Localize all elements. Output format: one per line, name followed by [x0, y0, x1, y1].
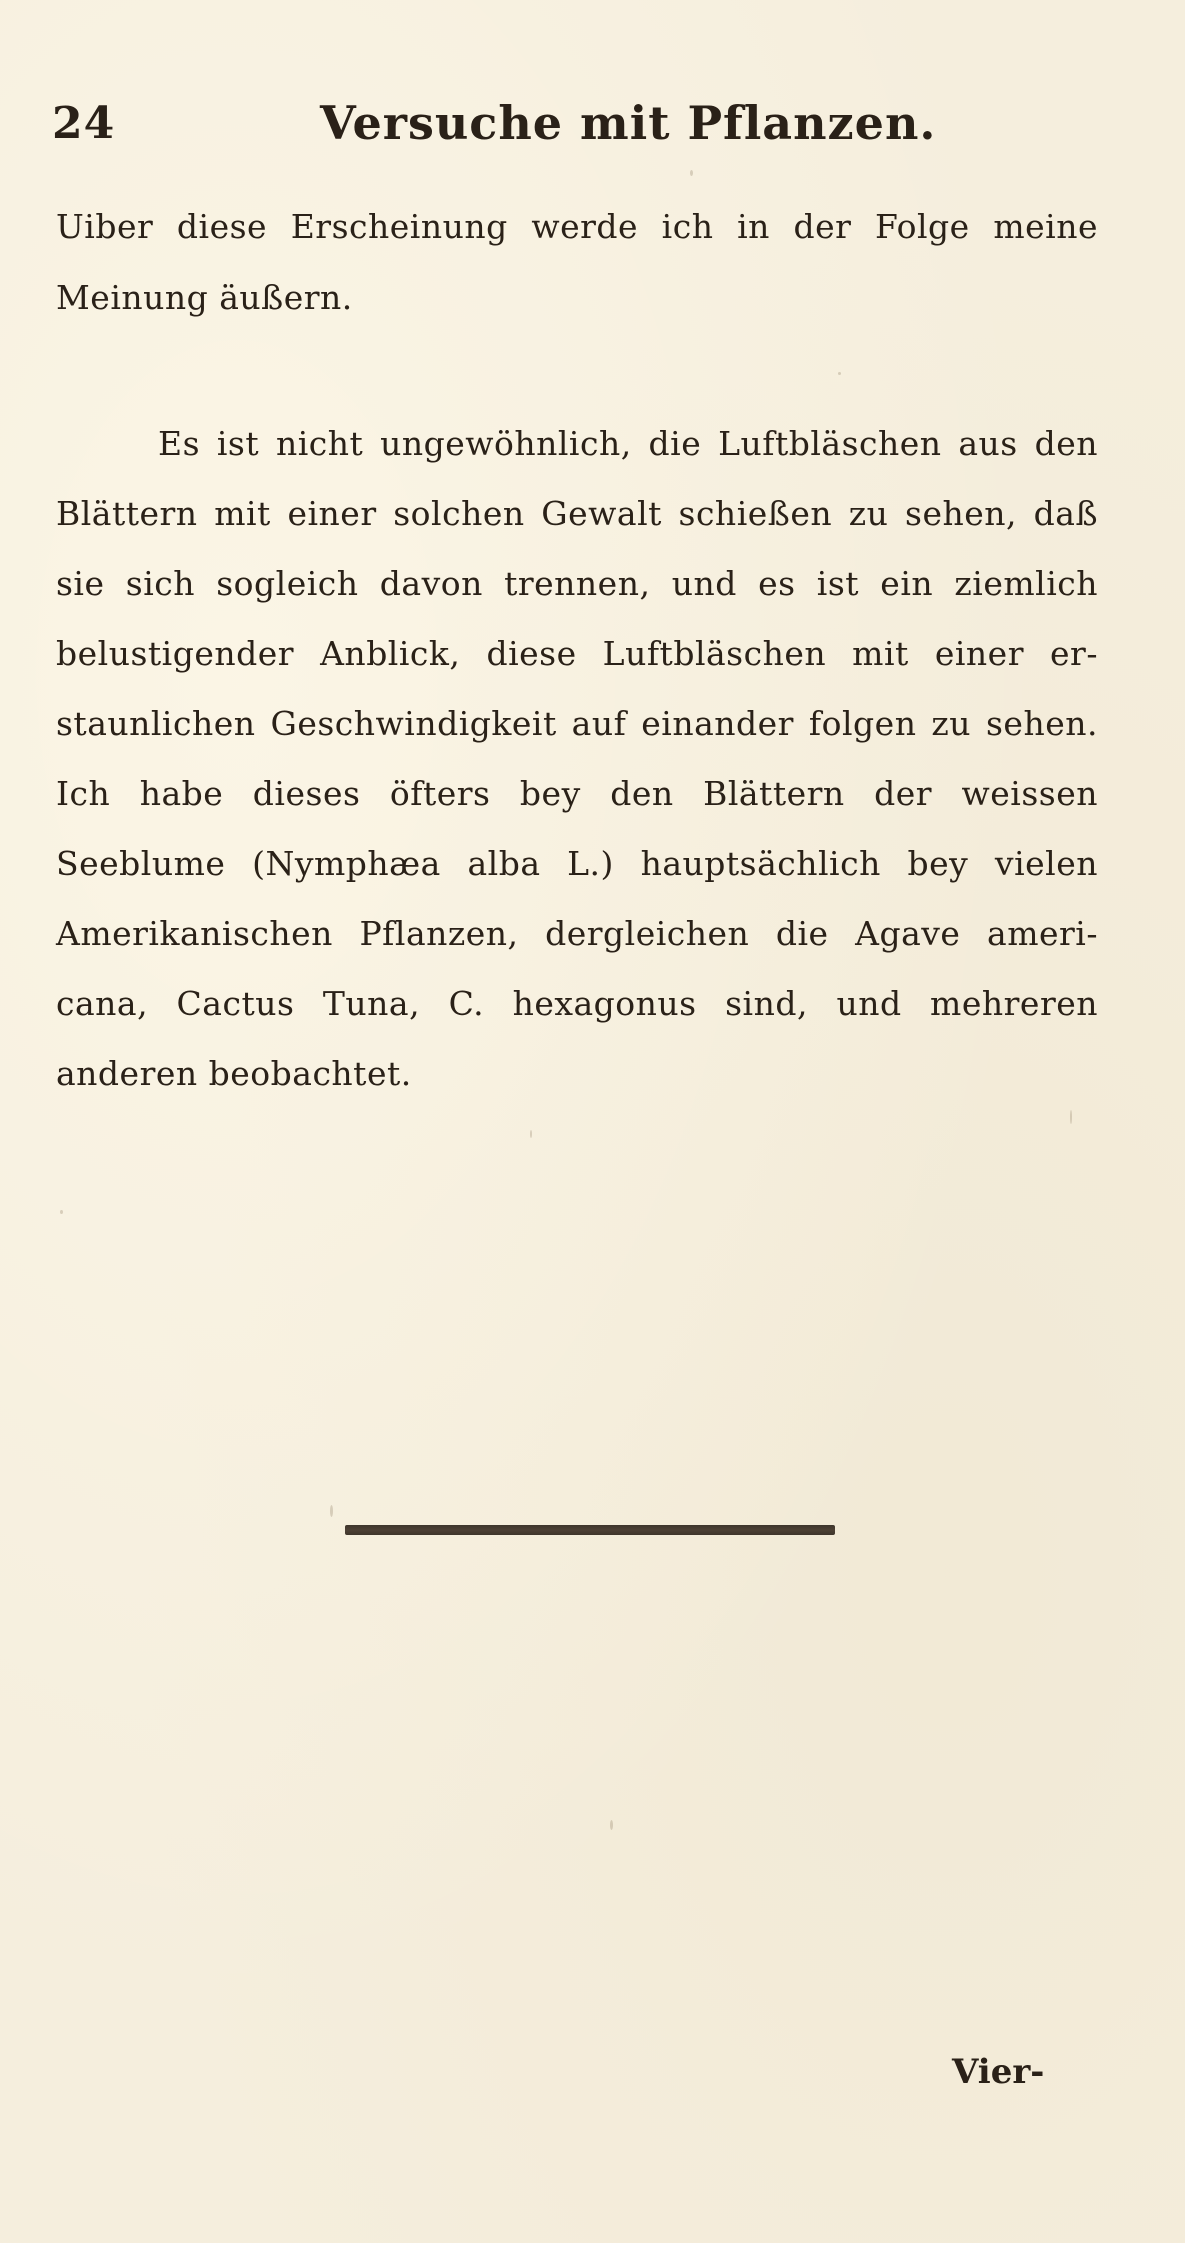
paragraph-2-line-4: belustigender Anblick, diese Luftbläschen mit einer er- [56, 634, 1098, 673]
catchword: Vier- [952, 2052, 1045, 2092]
paper-speck [330, 1505, 333, 1517]
paper-speck [838, 372, 841, 375]
paragraph-2-line-7: Seeblume (Nymphæa alba L.) hauptsächlich bey vielen [56, 844, 1098, 883]
paragraph-1-line-1: Uiber diese Erscheinung werde ich in der Folge meine [56, 207, 1098, 246]
paragraph-2-line-2: Blättern mit einer solchen Gewalt schießen zu sehen, daß [56, 494, 1098, 533]
paragraph-2-line-8: Amerikanischen Pflanzen, dergleichen die Agave ameri- [56, 914, 1098, 953]
paper-speck [530, 1130, 532, 1138]
paper-speck [1070, 1110, 1072, 1124]
paragraph-2-line-5: staunlichen Geschwindigkeit auf einander folgen zu sehen. [56, 704, 1098, 743]
paragraph-1-line-2: Meinung äußern. [56, 278, 353, 317]
paragraph-2-line-6: Ich habe dieses öfters bey den Blättern der weissen [56, 774, 1098, 813]
section-divider-rule [345, 1525, 835, 1535]
paper-speck [690, 170, 693, 176]
paragraph-2-line-3: sie sich sogleich davon trennen, und es ist ein ziemlich [56, 564, 1098, 603]
paper-speck [60, 1210, 63, 1214]
paper-speck [610, 1820, 613, 1830]
paragraph-2-line-9: cana, Cactus Tuna, C. hexagonus sind, und mehreren [56, 984, 1098, 1023]
paragraph-2-line-10: anderen beobachtet. [56, 1054, 412, 1093]
page-number: 24 [52, 98, 116, 149]
paragraph-2-line-1: Es ist nicht ungewöhnlich, die Luftbläschen aus den [158, 424, 1098, 463]
running-head: Versuche mit Pflanzen. [320, 96, 937, 150]
